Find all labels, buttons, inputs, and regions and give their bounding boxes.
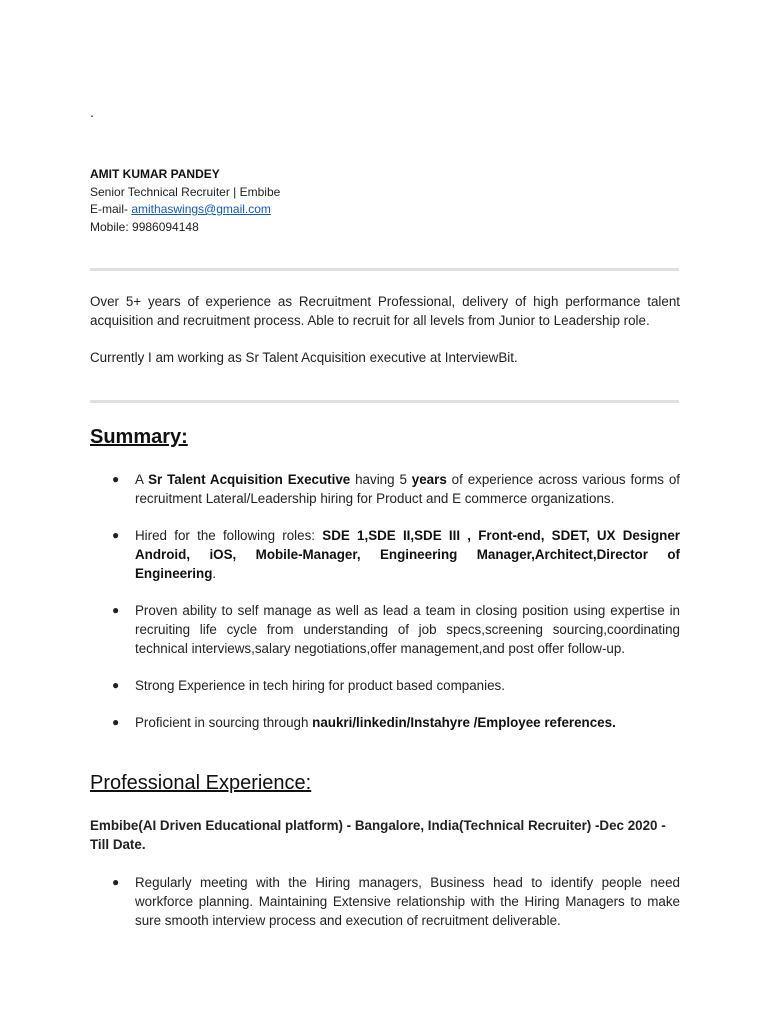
list-item: [90, 526, 680, 583]
bullet-icon: ●: [112, 472, 120, 486]
text-run: Strong Experience in tech hiring for product based companies.: [135, 678, 505, 693]
divider-middle: [90, 400, 679, 403]
bold-run: Sr Talent Acquisition Executive: [148, 472, 351, 487]
candidate-title: Senior Technical Recruiter | Embibe: [90, 184, 281, 199]
bullet-icon: ●: [112, 528, 120, 542]
text-run: Hired for the following roles:: [135, 528, 323, 543]
text-run: of experience across various forms of recruitment Lateral/Leadership hiring for Product and E commerce organizations.: [135, 472, 680, 506]
bullet-icon: ●: [112, 603, 120, 617]
divider-top: [90, 268, 679, 271]
bullet-icon: ●: [112, 678, 120, 692]
text-run: .: [212, 566, 217, 581]
job-title: Embibe(AI Driven Educational platform) - Bangalore, India(Technical Recruiter) -Dec 2020 - Till Date.: [90, 818, 666, 852]
email-label: E-mail-: [90, 202, 132, 216]
experience-heading: Professional Experience:: [90, 772, 312, 794]
candidate-name: AMIT KUMAR PANDEY: [90, 167, 220, 181]
list-item: [90, 470, 680, 508]
intro-paragraph-1: Over 5+ years of experience as Recruitment Professional, delivery of high performance talent acquisition and recruitment process. Able to recruit for all levels from Junior to Leadership role.: [90, 294, 680, 329]
text-run: Regularly meeting with the Hiring managers, Business head to identify people need workforce planning. Maintaining Extensive relationship with the Hiring Managers to make sure smooth interview process and execution of recruitment deliverable.: [135, 875, 680, 928]
stray-dot: .: [90, 104, 94, 120]
bold-run: naukri/linkedin/Instahyre /Employee references.: [312, 715, 616, 730]
text-run: Proficient in sourcing through: [135, 715, 313, 730]
summary-heading: Summary:: [90, 426, 188, 448]
mobile-line: Mobile: 9986094148: [90, 219, 199, 234]
intro-paragraph-2: Currently I am working as Sr Talent Acquisition executive at InterviewBit.: [90, 350, 518, 365]
bullet-icon: ●: [112, 715, 120, 729]
experience-list: [90, 873, 680, 948]
text-run: Proven ability to self manage as well as lead a team in closing position using expertise in recruiting life cycle from understanding of job specs,screening sourcing,coordinating technical interviews,salary negotiations,offer management,and post offer follow-up.: [135, 603, 680, 656]
email-line: [90, 201, 280, 219]
contact-header: [90, 166, 280, 236]
list-item: [90, 676, 680, 695]
text-run: having 5: [350, 472, 412, 487]
bold-run: years: [411, 472, 447, 487]
email-link[interactable]: amithaswings@gmail.com: [131, 202, 271, 216]
list-item: [90, 873, 680, 930]
bold-run: SDE 1,SDE II,SDE III , Front-end, SDET, UX Designer Android, iOS, Mobile-Manager, Engineering Manager,Architect,Director of Engineering: [135, 528, 680, 581]
summary-list: [90, 470, 680, 750]
list-item: [90, 601, 680, 658]
bullet-icon: ●: [112, 875, 120, 889]
text-run: A: [135, 472, 149, 487]
list-item: [90, 713, 680, 732]
